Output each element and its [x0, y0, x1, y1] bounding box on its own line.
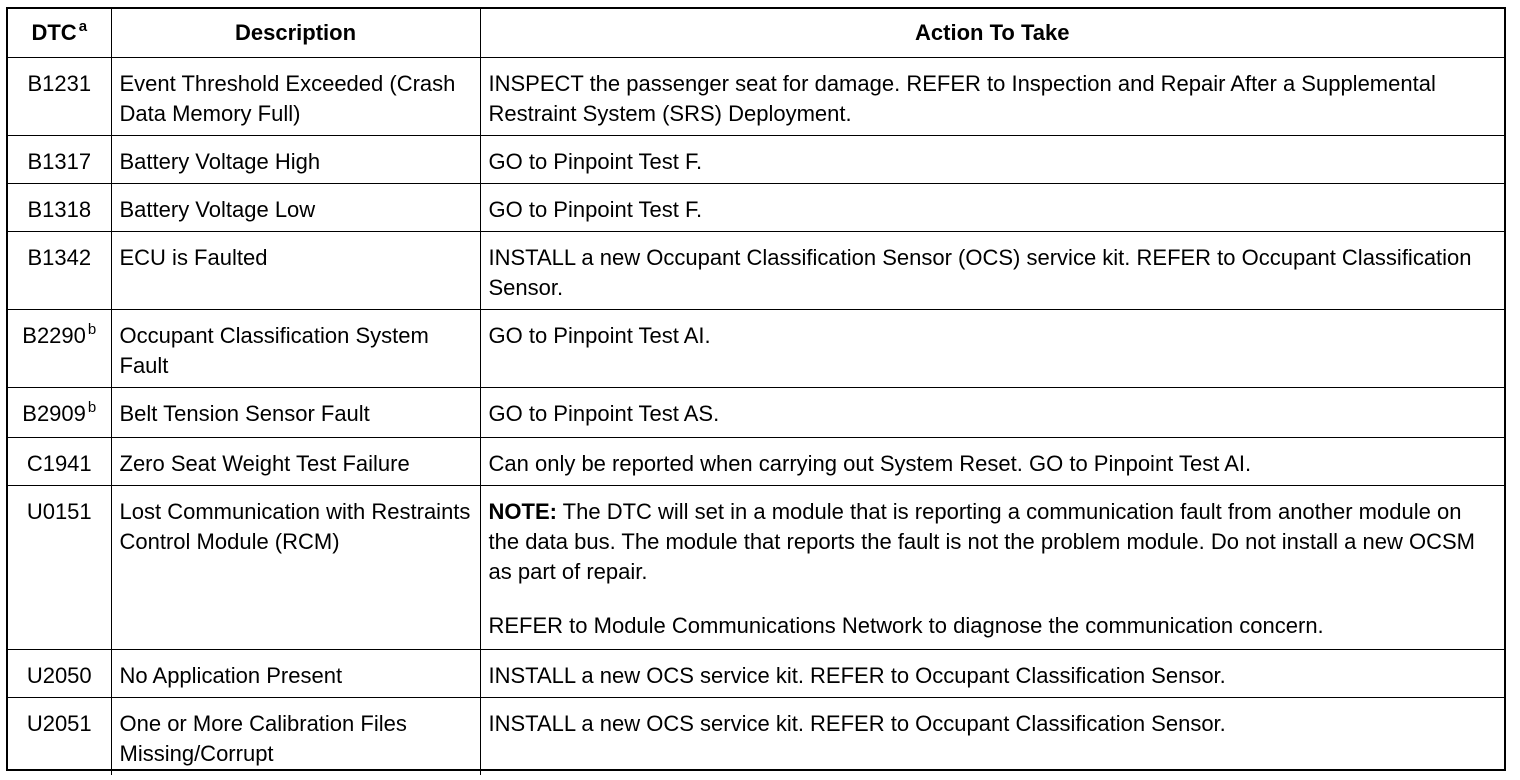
dtc-code: B1231 [27, 71, 92, 96]
dtc-code-cell [8, 184, 111, 232]
table-row [8, 184, 1504, 232]
dtc-code-cell [8, 58, 111, 136]
dtc-code-cell [8, 310, 111, 388]
dtc-code: B1317 [27, 149, 92, 174]
dtc-code-cell [8, 136, 111, 184]
table-row [8, 388, 1504, 438]
dtc-code-cell [8, 486, 111, 650]
description-cell: Belt Tension Sensor Fault [111, 388, 480, 438]
note-text: The DTC will set in a module that is reporting a communication fault from another module on the data bus. The module that reports the fault is not the problem module. Do not install a new OCSM as part of repair. [488, 499, 1475, 584]
header-dtc [8, 9, 111, 58]
dtc-code-cell [8, 698, 111, 776]
dtc-code: B2290 [22, 323, 86, 348]
action-cell: GO to Pinpoint Test F. [480, 184, 1504, 232]
table-row [8, 438, 1504, 486]
description-cell: Lost Communication with Restraints Control Module (RCM) [111, 486, 480, 650]
note-label: NOTE: [488, 499, 557, 524]
table-row [8, 58, 1504, 136]
description-cell: Zero Seat Weight Test Failure [111, 438, 480, 486]
dtc-table [8, 9, 1504, 775]
dtc-code: C1941 [26, 451, 92, 476]
table-header-row [8, 9, 1504, 58]
dtc-footnote: b [87, 321, 97, 338]
dtc-code-cell [8, 650, 111, 698]
table-row [8, 698, 1504, 776]
description-cell: Battery Voltage High [111, 136, 480, 184]
action-paragraph: REFER to Module Communications Network to diagnose the communication concern. [488, 613, 1324, 638]
table-row [8, 310, 1504, 388]
table-row [8, 136, 1504, 184]
action-cell: Can only be reported when carrying out System Reset. GO to Pinpoint Test AI. [480, 438, 1504, 486]
dtc-code: B2909 [22, 401, 86, 426]
description-cell: Occupant Classification System Fault [111, 310, 480, 388]
dtc-code: U0151 [26, 499, 92, 524]
action-cell: INSTALL a new OCS service kit. REFER to Occupant Classification Sensor. [480, 698, 1504, 776]
dtc-code-cell [8, 388, 111, 438]
action-cell: GO to Pinpoint Test F. [480, 136, 1504, 184]
description-cell: Battery Voltage Low [111, 184, 480, 232]
dtc-code: B1342 [27, 245, 92, 270]
description-cell: One or More Calibration Files Missing/Corrupt [111, 698, 480, 776]
action-cell: GO to Pinpoint Test AI. [480, 310, 1504, 388]
header-dtc-footnote: a [78, 18, 88, 35]
action-cell: INSPECT the passenger seat for damage. REFER to Inspection and Repair After a Supplemental Restraint System (SRS) Deployment. [480, 58, 1504, 136]
action-cell: GO to Pinpoint Test AS. [480, 388, 1504, 438]
description-cell: Event Threshold Exceeded (Crash Data Memory Full) [111, 58, 480, 136]
dtc-code: B1318 [27, 197, 92, 222]
dtc-code: U2050 [26, 663, 92, 688]
dtc-code: U2051 [26, 711, 92, 736]
header-dtc-label: DTC [31, 20, 77, 45]
table-row [8, 232, 1504, 310]
dtc-table-frame [6, 7, 1506, 771]
header-description: Description [111, 9, 480, 58]
action-cell: INSTALL a new Occupant Classification Sensor (OCS) service kit. REFER to Occupant Classification Sensor. [480, 232, 1504, 310]
action-cell: INSTALL a new OCS service kit. REFER to Occupant Classification Sensor. [480, 650, 1504, 698]
table-row [8, 486, 1504, 650]
action-cell [480, 486, 1504, 650]
dtc-code-cell [8, 438, 111, 486]
description-cell: ECU is Faulted [111, 232, 480, 310]
dtc-footnote: b [87, 399, 97, 416]
table-row [8, 650, 1504, 698]
header-action: Action To Take [480, 9, 1504, 58]
description-cell: No Application Present [111, 650, 480, 698]
dtc-code-cell [8, 232, 111, 310]
note-paragraph [489, 497, 1497, 587]
